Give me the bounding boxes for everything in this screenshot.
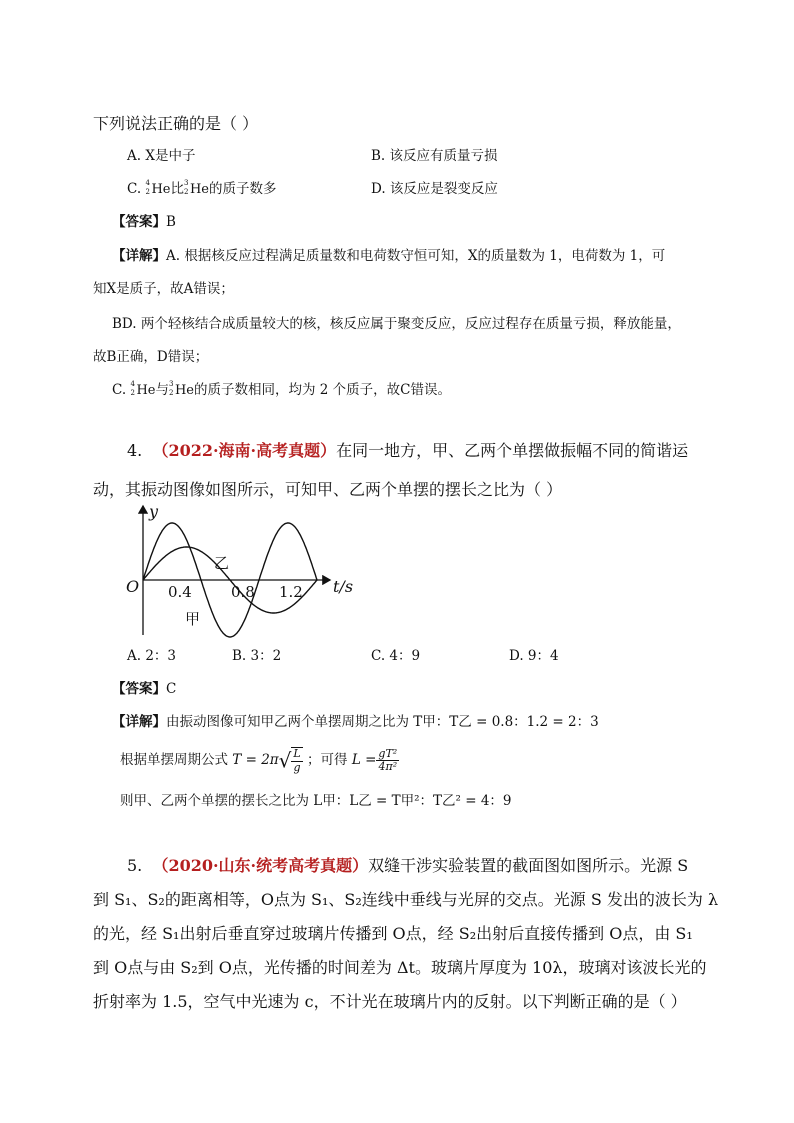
q3-option-c[interactable]: [127, 179, 277, 197]
question-source: （2022·海南·高考真题）: [152, 441, 337, 460]
q4-stem-line-1: [127, 443, 688, 459]
length-fraction: $\frac{\text{gT²}}{\text{4π²}}$: [378, 746, 398, 774]
detail-text: 由振动图像可知甲乙两个单摆周期之比为 T甲：T乙 = 0.8：1.2 = 2：3: [166, 714, 599, 730]
q5-line-1: [127, 858, 688, 874]
q3-answer: [112, 216, 176, 230]
he3-isotope: 3 2 He: [168, 380, 194, 398]
q3-detail-line-1: [112, 250, 665, 264]
q3-detail-line-3: BD. 两个轻核结合成质量较大的核，核反应属于聚变反应，反应过程存在质量亏损，释放能量，: [112, 316, 681, 332]
q4-option-a[interactable]: A. 2：3: [127, 648, 177, 664]
detail-text: A. 根据核反应过程满足质量数和电荷数守恒可知，X的质量数为 1，电荷数为 1，可: [166, 248, 666, 264]
q4-detail-line-2: [120, 747, 399, 774]
tick-label-1-2: 1.2: [279, 583, 303, 601]
q5-line-2: 到 S₁、S₂的距离相等，O点为 S₁、S₂连线中垂线与光屏的交点。光源 S 发出的波长为 λ: [93, 890, 719, 909]
q3-detail-line-2: 知X是质子，故A错误；: [93, 281, 234, 297]
answer-label: 【答案】: [112, 214, 166, 230]
x-axis-label: t/s: [333, 577, 354, 596]
detail-5-mid: 与: [155, 382, 169, 398]
length-formula-lhs: L =: [351, 752, 377, 769]
curve-label-jia: 甲: [185, 610, 201, 628]
q3-option-a[interactable]: A. X是中子: [127, 148, 196, 164]
q3-option-c-prefix: C.: [127, 181, 146, 197]
answer-value: B: [166, 214, 176, 230]
tick-label-0-4: 0.4: [168, 583, 192, 601]
question-source: （2020·山东·统考高考真题）: [152, 856, 369, 875]
q4-option-d[interactable]: D. 9：4: [509, 648, 559, 664]
detail-label: 【详解】: [112, 714, 166, 730]
sqrt-sign: √: [278, 748, 292, 773]
q4-option-b[interactable]: B. 3：2: [232, 648, 282, 664]
q3-detail-line-4: 故B正确，D错误；: [93, 349, 209, 365]
vibration-graph: [120, 500, 360, 640]
q4-answer: [112, 683, 176, 697]
he4-isotope: 4 2 He: [145, 179, 171, 197]
he4-isotope: 4 2 He: [130, 380, 156, 398]
q4-option-c[interactable]: C. 4：9: [371, 648, 421, 664]
question-number: 4.: [127, 441, 143, 460]
q3-option-d[interactable]: D. 该反应是裂变反应: [371, 181, 498, 197]
detail-5-suffix: 的质子数相同，均为 2 个质子，故C错误。: [194, 382, 452, 398]
formula-mid: ；可得: [307, 752, 348, 769]
detail-label: 【详解】: [112, 248, 166, 264]
q4-detail-line-3: 则甲、乙两个单摆的摆长之比为 L甲：L乙 = T甲²：T乙² = 4：9: [120, 793, 512, 809]
formula-intro: 根据单摆周期公式: [120, 752, 228, 769]
y-axis-label: y: [149, 502, 159, 521]
period-formula-lhs: T = 2π: [232, 752, 279, 769]
q3-option-c-suffix: 的质子数多: [209, 181, 277, 197]
he3-isotope: 3 2 He: [183, 179, 209, 197]
tick-label-0-8: 0.8: [231, 583, 255, 601]
origin-label: O: [126, 577, 140, 596]
q3-detail-line-5: [112, 380, 452, 398]
answer-value: C: [166, 681, 177, 697]
answer-label: 【答案】: [112, 681, 166, 697]
q3-stem: 下列说法正确的是（ ）: [93, 114, 259, 133]
question-number: 5.: [127, 856, 143, 875]
detail-5-prefix: C.: [112, 382, 131, 398]
q3-option-c-mid: 比: [170, 181, 184, 197]
q3-option-b[interactable]: B. 该反应有质量亏损: [371, 148, 498, 164]
curve-label-yi: 乙: [214, 554, 230, 572]
q4-detail-line-1: [112, 716, 599, 730]
sqrt-fraction: $\frac{L}{g}$: [293, 747, 301, 774]
q5-line-5: 折射率为 1.5，空气中光速为 c，不计光在玻璃片内的反射。以下判断正确的是（ ）: [93, 992, 687, 1011]
q5-line-3: 的光，经 S₁出射后垂直穿过玻璃片传播到 O点，经 S₂出射后直接传播到 O点，由 S₁: [93, 924, 693, 943]
q5-line-4: 到 O点与由 S₂到 O点，光传播的时间差为 Δt。玻璃片厚度为 10λ，玻璃对该波长光的: [93, 958, 707, 977]
q4-stem-line-2: 动，其振动图像如图所示，可知甲、乙两个单摆的摆长之比为（ ）: [93, 480, 563, 499]
stem-text: 在同一地方，甲、乙两个单摆做振幅不同的简谐运: [336, 441, 689, 460]
stem-text: 双缝干涉实验装置的截面图如图所示。光源 S: [368, 856, 689, 875]
